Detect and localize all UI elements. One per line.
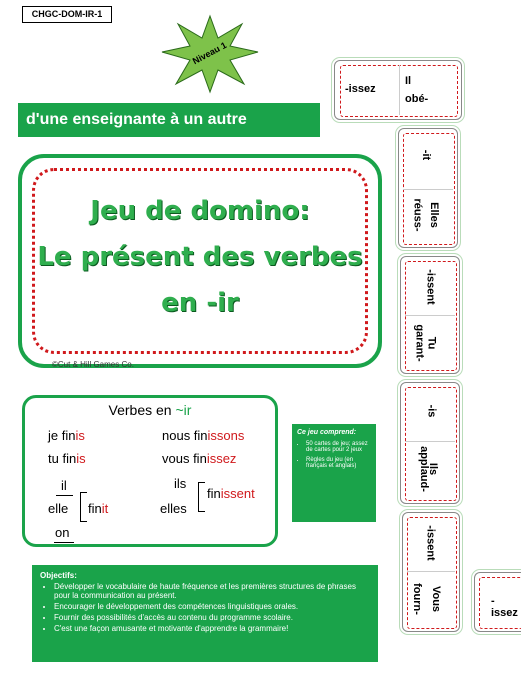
domino-2-stem: réuss-	[411, 198, 424, 232]
conj-tu: tu finis	[48, 451, 86, 466]
conj-ils: ils	[174, 476, 187, 491]
conj-vous: vous finissez	[162, 451, 237, 466]
objectives-box	[32, 565, 378, 662]
title-line-2: Le présent des verbes	[37, 242, 363, 272]
objective-item: • Encourager le développement des compétences linguistiques orales.	[54, 602, 370, 611]
domino-2-subject: Elles	[427, 202, 440, 228]
bracket-3pl	[198, 482, 205, 512]
domino-card-6	[474, 572, 521, 632]
bracket-on	[54, 542, 74, 543]
objective-item: • Fournir des possibilités d'accès au contenu du programme scolaire.	[54, 613, 370, 622]
bracket-il	[56, 495, 73, 496]
contents-item: • 50 cartes de jeu; assez de cartes pour 2 jeux	[306, 441, 371, 453]
domino-6-ending: -issez	[491, 595, 518, 619]
domino-1-subject: Il	[405, 75, 412, 87]
author-banner: d'une enseignante à un autre	[18, 103, 320, 137]
domino-3-subject: Tu	[425, 336, 438, 350]
domino-5-subject: Vous	[430, 585, 443, 613]
domino-card-4	[400, 382, 460, 504]
bracket-3sg	[80, 492, 87, 522]
domino-5-ending: -issent	[424, 525, 437, 561]
domino-4-ending: -is	[425, 404, 438, 418]
domino-2-ending: -it	[420, 149, 433, 161]
contents-box	[292, 424, 376, 522]
conj-on: on	[55, 525, 70, 540]
conj-je: je finis	[48, 428, 85, 443]
title-line-1: Jeu de domino:	[90, 196, 310, 226]
objective-item: • C'est une façon amusante et motivante d'apprendre la grammaire!	[54, 624, 370, 633]
domino-1-ending: -issez	[345, 83, 376, 95]
domino-card-2	[398, 128, 458, 248]
copyright: ©Cut & Hill Games Co.	[52, 360, 134, 369]
conj-elles: elles	[160, 501, 187, 516]
level-label: Niveau 1	[190, 40, 229, 67]
domino-5-stem: fourn-	[410, 583, 423, 615]
conj-il: il	[61, 478, 67, 493]
contents-item: • Règles du jeu (en français et anglais)	[306, 457, 371, 469]
domino-3-stem: garant-	[413, 324, 426, 362]
domino-card-1	[334, 60, 462, 120]
domino-4-stem: applaud-	[417, 446, 430, 492]
domino-4-subject: Ils	[427, 462, 440, 476]
conj-finit: finit	[88, 501, 109, 516]
domino-card-5	[402, 512, 460, 632]
level-star-badge	[160, 14, 260, 94]
contents-heading: Ce jeu comprend:	[297, 429, 357, 436]
domino-1-stem: obé-	[405, 93, 429, 105]
conj-nous: nous finissons	[162, 428, 245, 443]
title-line-3: en -ir	[161, 288, 239, 318]
objective-item: • Développer le vocabulaire de haute fréquence et les premières structures de phrases pour la communication au présent.	[54, 582, 370, 600]
domino-card-3	[400, 256, 460, 374]
conj-finissent: finissent	[207, 486, 255, 501]
conj-elle: elle	[48, 501, 69, 516]
domino-3-ending: -issent	[424, 269, 437, 305]
conjugation-heading: Verbes en ~ir	[108, 402, 192, 418]
product-code: CHGC-DOM-IR-1	[22, 6, 112, 23]
objectives-heading: Objectifs:	[40, 571, 77, 580]
